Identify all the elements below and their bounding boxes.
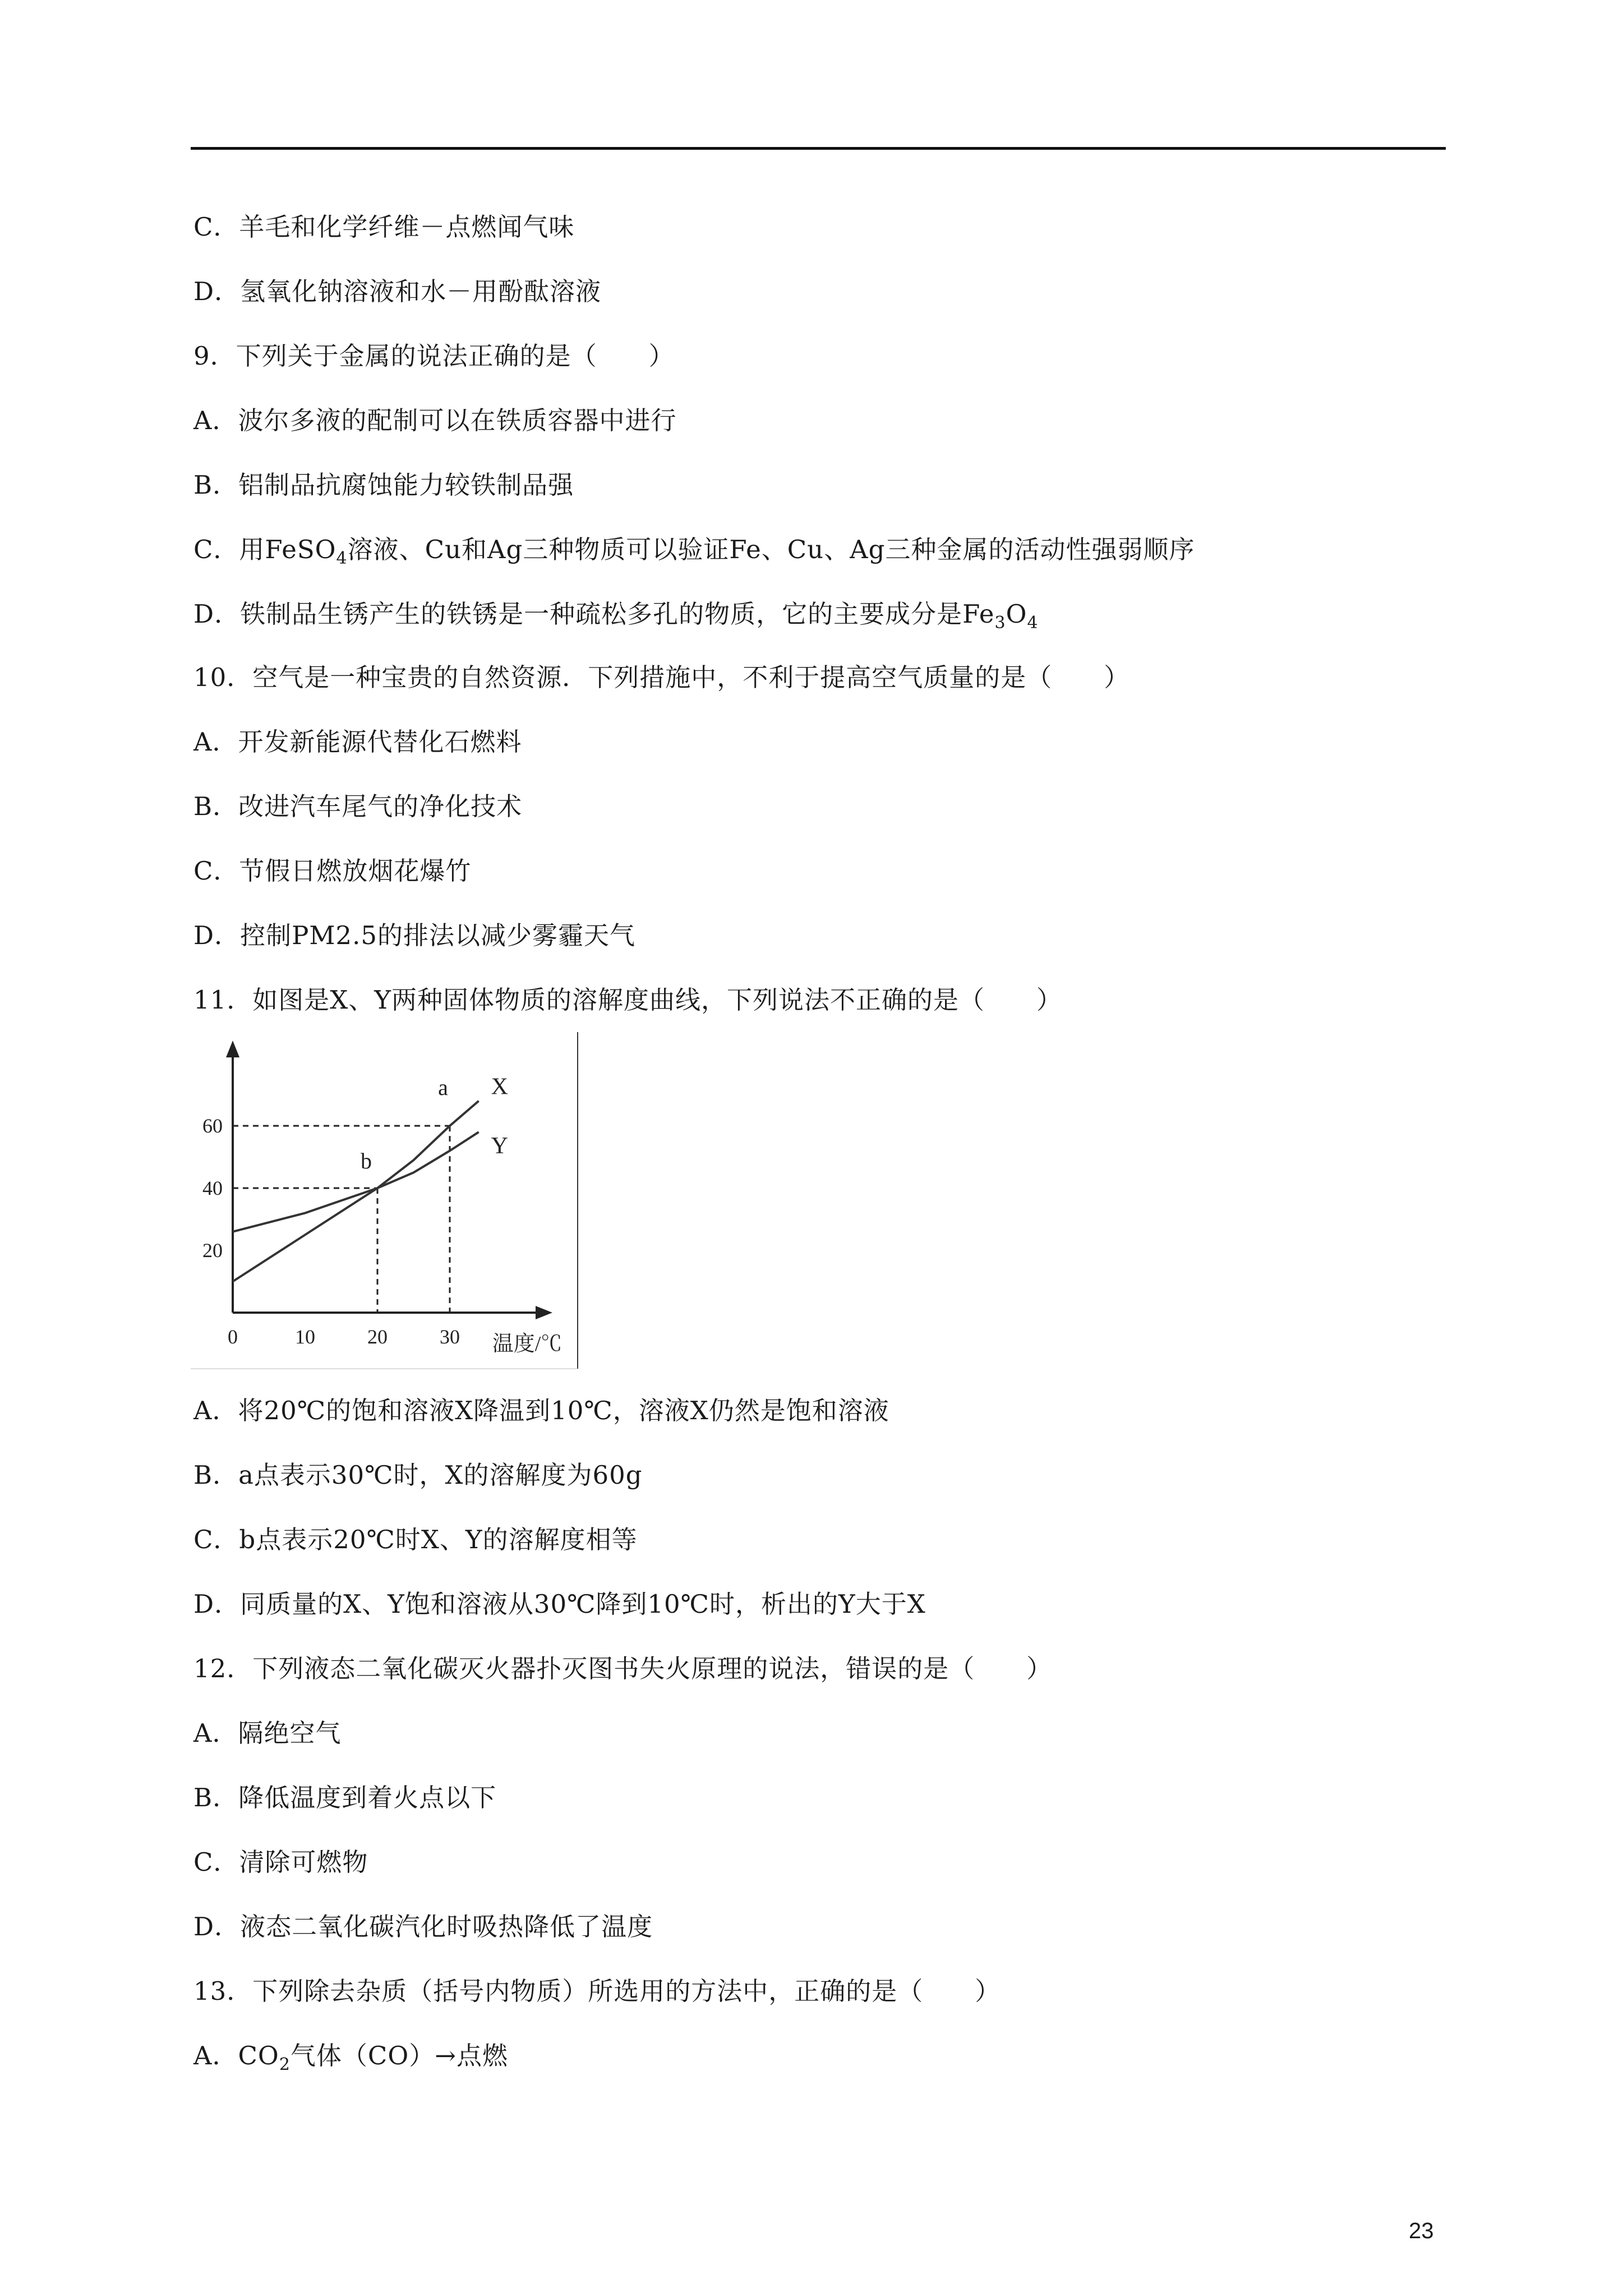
text-line-q11a: A．将20℃的饱和溶液X降温到10℃，溶液X仍然是饱和溶液 (193, 1396, 889, 1425)
solubility-chart-svg (191, 1032, 583, 1374)
series-line-Y (233, 1132, 479, 1232)
text-line-q9b: B．铝制品抗腐蚀能力较铁制品强 (193, 470, 574, 500)
q9-option-d: D．铁制品生锈产生的铁锈是一种疏松多孔的物质，它的主要成分是$Fe_3O_4$ (193, 599, 1039, 633)
y-tick-label: 40 (202, 1177, 223, 1199)
text-line-q11: 11．如图是X、Y两种固体物质的溶解度曲线，下列说法不正确的是（ ） (193, 985, 1063, 1015)
text-line-q12c: C．清除可燃物 (193, 1847, 368, 1877)
x-tick-label: 30 (440, 1326, 460, 1348)
solubility-chart (191, 1032, 583, 1374)
text-line-q9a: A．波尔多液的配制可以在铁质容器中进行 (193, 406, 677, 435)
text-line-q11d: D．同质量的X、Y饱和溶液从30℃降到10℃时，析出的Y大于X (193, 1589, 926, 1619)
x-axis-label: 温度/℃ (492, 1332, 562, 1356)
q13-option-a: A．$CO_2$气体（CO）→点燃 (193, 2041, 508, 2074)
series-label-Y: Y (491, 1133, 508, 1159)
header-rule (191, 147, 1446, 150)
text-line-q12d: D．液态二氧化碳汽化时吸热降低了温度 (193, 1912, 653, 1941)
x-tick-label: 10 (295, 1326, 315, 1348)
text-line-q10c: C．节假日燃放烟花爆竹 (193, 856, 472, 886)
page-number: 23 (1409, 2219, 1434, 2243)
text-line-q12b: B．降低温度到着火点以下 (193, 1783, 497, 1812)
q9-option-c: C．用FeSO$_4$溶液、Cu和Ag三种物质可以验证Fe、Cu、Ag三种金属的活动性强弱顺序 (193, 535, 1195, 568)
text-line-q12a: A．隔绝空气 (193, 1718, 342, 1748)
point-label-b: b (361, 1148, 372, 1174)
y-tick-label: 20 (202, 1239, 223, 1262)
text-line-q12: 12．下列液态二氧化碳灭火器扑灭图书失火原理的说法，错误的是（ ） (193, 1654, 1053, 1683)
point-label-a: a (438, 1075, 448, 1100)
x-tick-label: 0 (228, 1326, 238, 1348)
y-axis-arrow (226, 1041, 239, 1057)
text-line-d8: D．氢氧化钠溶液和水－用酚酞溶液 (193, 277, 602, 306)
x-axis-arrow (536, 1306, 552, 1319)
text-line-q10d: D．控制PM2.5的排法以减少雾霾天气 (193, 921, 635, 950)
text-line-q9: 9．下列关于金属的说法正确的是（ ） (193, 341, 675, 371)
x-tick-label: 20 (367, 1326, 388, 1348)
text-line-q11c: C．b点表示20℃时X、Y的溶解度相等 (193, 1525, 638, 1554)
series-line-X (233, 1101, 479, 1282)
text-line-q11b: B．a点表示30℃时，X的溶解度为60g (193, 1460, 643, 1490)
text-line-c8: C．羊毛和化学纤维－点燃闻气味 (193, 212, 575, 242)
series-label-X: X (491, 1074, 508, 1100)
y-tick-label: 60 (202, 1115, 223, 1137)
text-line-q10a: A．开发新能源代替化石燃料 (193, 727, 522, 757)
text-line-q10b: B．改进汽车尾气的净化技术 (193, 792, 523, 821)
text-line-q10: 10．空气是一种宝贵的自然资源．下列措施中，不利于提高空气质量的是（ ） (193, 662, 1130, 692)
text-line-q13: 13．下列除去杂质（括号内物质）所选用的方法中，正确的是（ ） (193, 1976, 1001, 2006)
